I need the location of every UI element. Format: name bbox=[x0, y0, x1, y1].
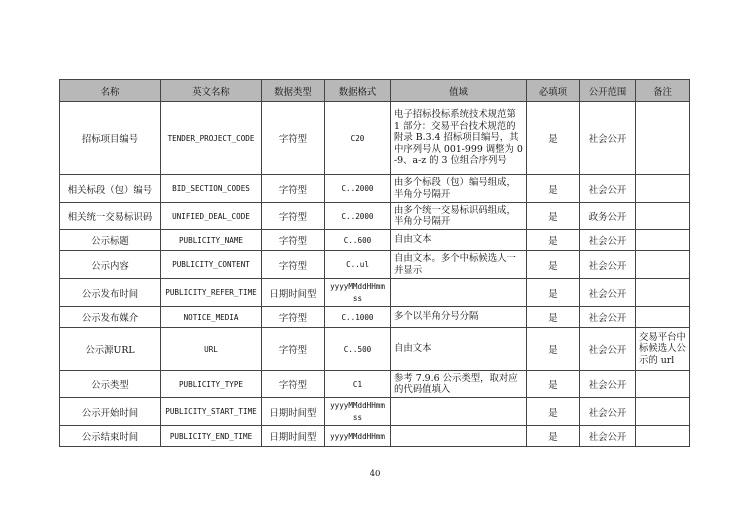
cell-required: 是 bbox=[527, 175, 580, 203]
cell-english-name: NOTICE_MEDIA bbox=[161, 307, 262, 328]
header-data-format: 数据格式 bbox=[325, 80, 391, 102]
cell-disclosure-scope: 社会公开 bbox=[580, 102, 636, 175]
cell-disclosure-scope: 社会公开 bbox=[580, 251, 636, 279]
cell-value-domain: 电子招标投标系统技术规范第 1 部分：交易平台技术规范的附录 B.3.4 招标项目编号，其中序列号从 001-999 调整为 0-9、a-z 的 3 位组合序列号 bbox=[391, 102, 527, 175]
cell-required: 是 bbox=[527, 203, 580, 230]
cell-english-name: TENDER_PROJECT_CODE bbox=[161, 102, 262, 175]
cell-english-name: PUBLICITY_NAME bbox=[161, 230, 262, 251]
cell-value-domain: 参考 7.9.6 公示类型，取对应的代码值填入 bbox=[391, 371, 527, 398]
table-row bbox=[60, 203, 690, 230]
table-row bbox=[60, 398, 690, 426]
table-row bbox=[60, 426, 690, 447]
header-value-domain: 值域 bbox=[391, 80, 527, 102]
cell-data-format: C..2000 bbox=[325, 203, 391, 230]
cell-remark bbox=[636, 426, 690, 447]
cell-disclosure-scope: 社会公开 bbox=[580, 371, 636, 398]
cell-disclosure-scope: 政务公开 bbox=[580, 203, 636, 230]
cell-disclosure-scope: 社会公开 bbox=[580, 307, 636, 328]
cell-required: 是 bbox=[527, 426, 580, 447]
cell-disclosure-scope: 社会公开 bbox=[580, 175, 636, 203]
cell-value-domain: 自由文本。多个中标候选人一并显示 bbox=[391, 251, 527, 279]
cell-name: 相关标段（包）编号 bbox=[60, 175, 161, 203]
cell-name: 公示开始时间 bbox=[60, 398, 161, 426]
cell-value-domain bbox=[391, 398, 527, 426]
table-row bbox=[60, 175, 690, 203]
cell-data-format: C..2000 bbox=[325, 175, 391, 203]
cell-disclosure-scope: 社会公开 bbox=[580, 426, 636, 447]
cell-data-type: 日期时间型 bbox=[262, 398, 325, 426]
cell-remark bbox=[636, 279, 690, 307]
cell-name: 公示发布时间 bbox=[60, 279, 161, 307]
cell-disclosure-scope: 社会公开 bbox=[580, 279, 636, 307]
header-data-type: 数据类型 bbox=[262, 80, 325, 102]
cell-name: 公示类型 bbox=[60, 371, 161, 398]
cell-name: 公示结束时间 bbox=[60, 426, 161, 447]
table-header-row bbox=[60, 80, 690, 102]
cell-data-type: 日期时间型 bbox=[262, 426, 325, 447]
table-row bbox=[60, 279, 690, 307]
cell-english-name: BID_SECTION_CODES bbox=[161, 175, 262, 203]
header-english-name: 英文名称 bbox=[161, 80, 262, 102]
cell-name: 公示标题 bbox=[60, 230, 161, 251]
cell-required: 是 bbox=[527, 102, 580, 175]
cell-data-format: C1 bbox=[325, 371, 391, 398]
cell-disclosure-scope: 社会公开 bbox=[580, 230, 636, 251]
cell-remark bbox=[636, 398, 690, 426]
table-row bbox=[60, 307, 690, 328]
header-remark: 备注 bbox=[636, 80, 690, 102]
cell-name: 相关统一交易标识码 bbox=[60, 203, 161, 230]
cell-remark bbox=[636, 230, 690, 251]
page-number: 40 bbox=[369, 469, 381, 479]
table-row bbox=[60, 371, 690, 398]
cell-english-name: PUBLICITY_END_TIME bbox=[161, 426, 262, 447]
cell-data-type: 字符型 bbox=[262, 102, 325, 175]
cell-data-type: 字符型 bbox=[262, 251, 325, 279]
cell-value-domain bbox=[391, 279, 527, 307]
cell-value-domain bbox=[391, 426, 527, 447]
cell-required: 是 bbox=[527, 328, 580, 371]
cell-name: 公示内容 bbox=[60, 251, 161, 279]
cell-remark bbox=[636, 175, 690, 203]
cell-english-name: UNIFIED_DEAL_CODE bbox=[161, 203, 262, 230]
cell-required: 是 bbox=[527, 279, 580, 307]
cell-required: 是 bbox=[527, 371, 580, 398]
cell-data-type: 字符型 bbox=[262, 175, 325, 203]
cell-data-type: 字符型 bbox=[262, 203, 325, 230]
header-required: 必填项 bbox=[527, 80, 580, 102]
cell-remark: 交易平台中标候选人公示的 url bbox=[636, 328, 690, 371]
table-row bbox=[60, 328, 690, 371]
cell-data-format: yyyyMMddHHmmss bbox=[325, 279, 391, 307]
cell-value-domain: 自由文本 bbox=[391, 230, 527, 251]
cell-data-type: 字符型 bbox=[262, 371, 325, 398]
cell-disclosure-scope: 社会公开 bbox=[580, 328, 636, 371]
cell-english-name: PUBLICITY_REFER_TIME bbox=[161, 279, 262, 307]
table-row bbox=[60, 230, 690, 251]
cell-name: 招标项目编号 bbox=[60, 102, 161, 175]
cell-value-domain: 多个以半角分号分隔 bbox=[391, 307, 527, 328]
cell-data-type: 字符型 bbox=[262, 307, 325, 328]
cell-value-domain: 由多个标段（包）编号组成，半角分号隔开 bbox=[391, 175, 527, 203]
table-row bbox=[60, 102, 690, 175]
cell-disclosure-scope: 社会公开 bbox=[580, 398, 636, 426]
cell-english-name: PUBLICITY_TYPE bbox=[161, 371, 262, 398]
cell-data-type: 字符型 bbox=[262, 328, 325, 371]
cell-english-name: PUBLICITY_START_TIME bbox=[161, 398, 262, 426]
cell-remark bbox=[636, 307, 690, 328]
cell-english-name: URL bbox=[161, 328, 262, 371]
header-disclosure-scope: 公开范围 bbox=[580, 80, 636, 102]
header-name: 名称 bbox=[60, 80, 161, 102]
cell-required: 是 bbox=[527, 398, 580, 426]
table-row bbox=[60, 251, 690, 279]
cell-data-format: C..500 bbox=[325, 328, 391, 371]
cell-remark bbox=[636, 251, 690, 279]
cell-data-type: 日期时间型 bbox=[262, 279, 325, 307]
cell-required: 是 bbox=[527, 307, 580, 328]
cell-name: 公示源URL bbox=[60, 328, 161, 371]
cell-required: 是 bbox=[527, 251, 580, 279]
cell-data-format: C..600 bbox=[325, 230, 391, 251]
cell-remark bbox=[636, 371, 690, 398]
cell-data-format: yyyyMMddHHmm bbox=[325, 426, 391, 447]
cell-english-name: PUBLICITY_CONTENT bbox=[161, 251, 262, 279]
cell-data-format: yyyyMMddHHmmss bbox=[325, 398, 391, 426]
cell-remark bbox=[636, 203, 690, 230]
cell-value-domain: 由多个统一交易标识码组成，半角分号隔开 bbox=[391, 203, 527, 230]
cell-data-type: 字符型 bbox=[262, 230, 325, 251]
cell-remark bbox=[636, 102, 690, 175]
cell-name: 公示发布媒介 bbox=[60, 307, 161, 328]
data-spec-table bbox=[59, 79, 690, 447]
cell-data-format: C20 bbox=[325, 102, 391, 175]
cell-value-domain: 自由文本 bbox=[391, 328, 527, 371]
cell-data-format: C..1000 bbox=[325, 307, 391, 328]
cell-required: 是 bbox=[527, 230, 580, 251]
cell-data-format: C..ul bbox=[325, 251, 391, 279]
